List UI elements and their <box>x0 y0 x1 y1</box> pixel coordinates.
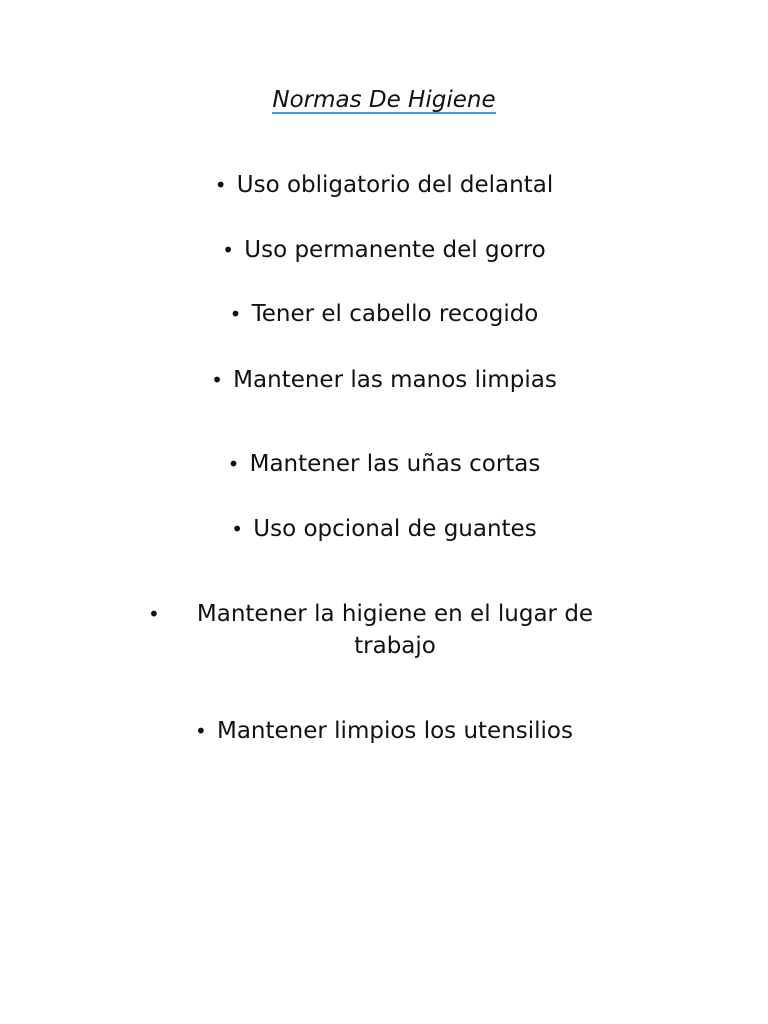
list-item <box>0 364 768 396</box>
page-title <box>0 86 768 114</box>
list-item-text: Uso obligatorio del delantal <box>236 172 554 198</box>
bullet-icon: • <box>148 602 160 626</box>
list-item-text: Uso permanente del gorro <box>244 237 546 263</box>
list-item <box>0 169 768 201</box>
list-item-text: Mantener limpios los utensilios <box>216 718 573 744</box>
list-item-text: Mantener las manos limpias <box>233 367 557 393</box>
page-title-text: Normas De Higiene <box>272 87 496 113</box>
bullet-icon: • <box>229 302 242 326</box>
list-item <box>0 448 768 480</box>
list-item-text: Mantener las uñas cortas <box>249 451 541 477</box>
list-item <box>0 298 768 330</box>
bullet-icon: • <box>227 452 240 476</box>
list-item-text: Tener el cabello recogido <box>251 301 539 327</box>
bullet-icon: • <box>231 517 244 541</box>
list-item <box>0 513 768 545</box>
bullet-icon: • <box>211 368 223 392</box>
bullet-icon: • <box>214 173 227 197</box>
bullet-icon: • <box>222 238 235 262</box>
list-item-text: Mantener la higiene en el lugar de trabajo <box>196 601 594 659</box>
list-item <box>0 715 768 747</box>
list-item <box>0 234 768 266</box>
bullet-icon: • <box>194 719 207 743</box>
list-item <box>0 598 768 662</box>
list-item-text: Uso opcional de guantes <box>253 516 537 542</box>
